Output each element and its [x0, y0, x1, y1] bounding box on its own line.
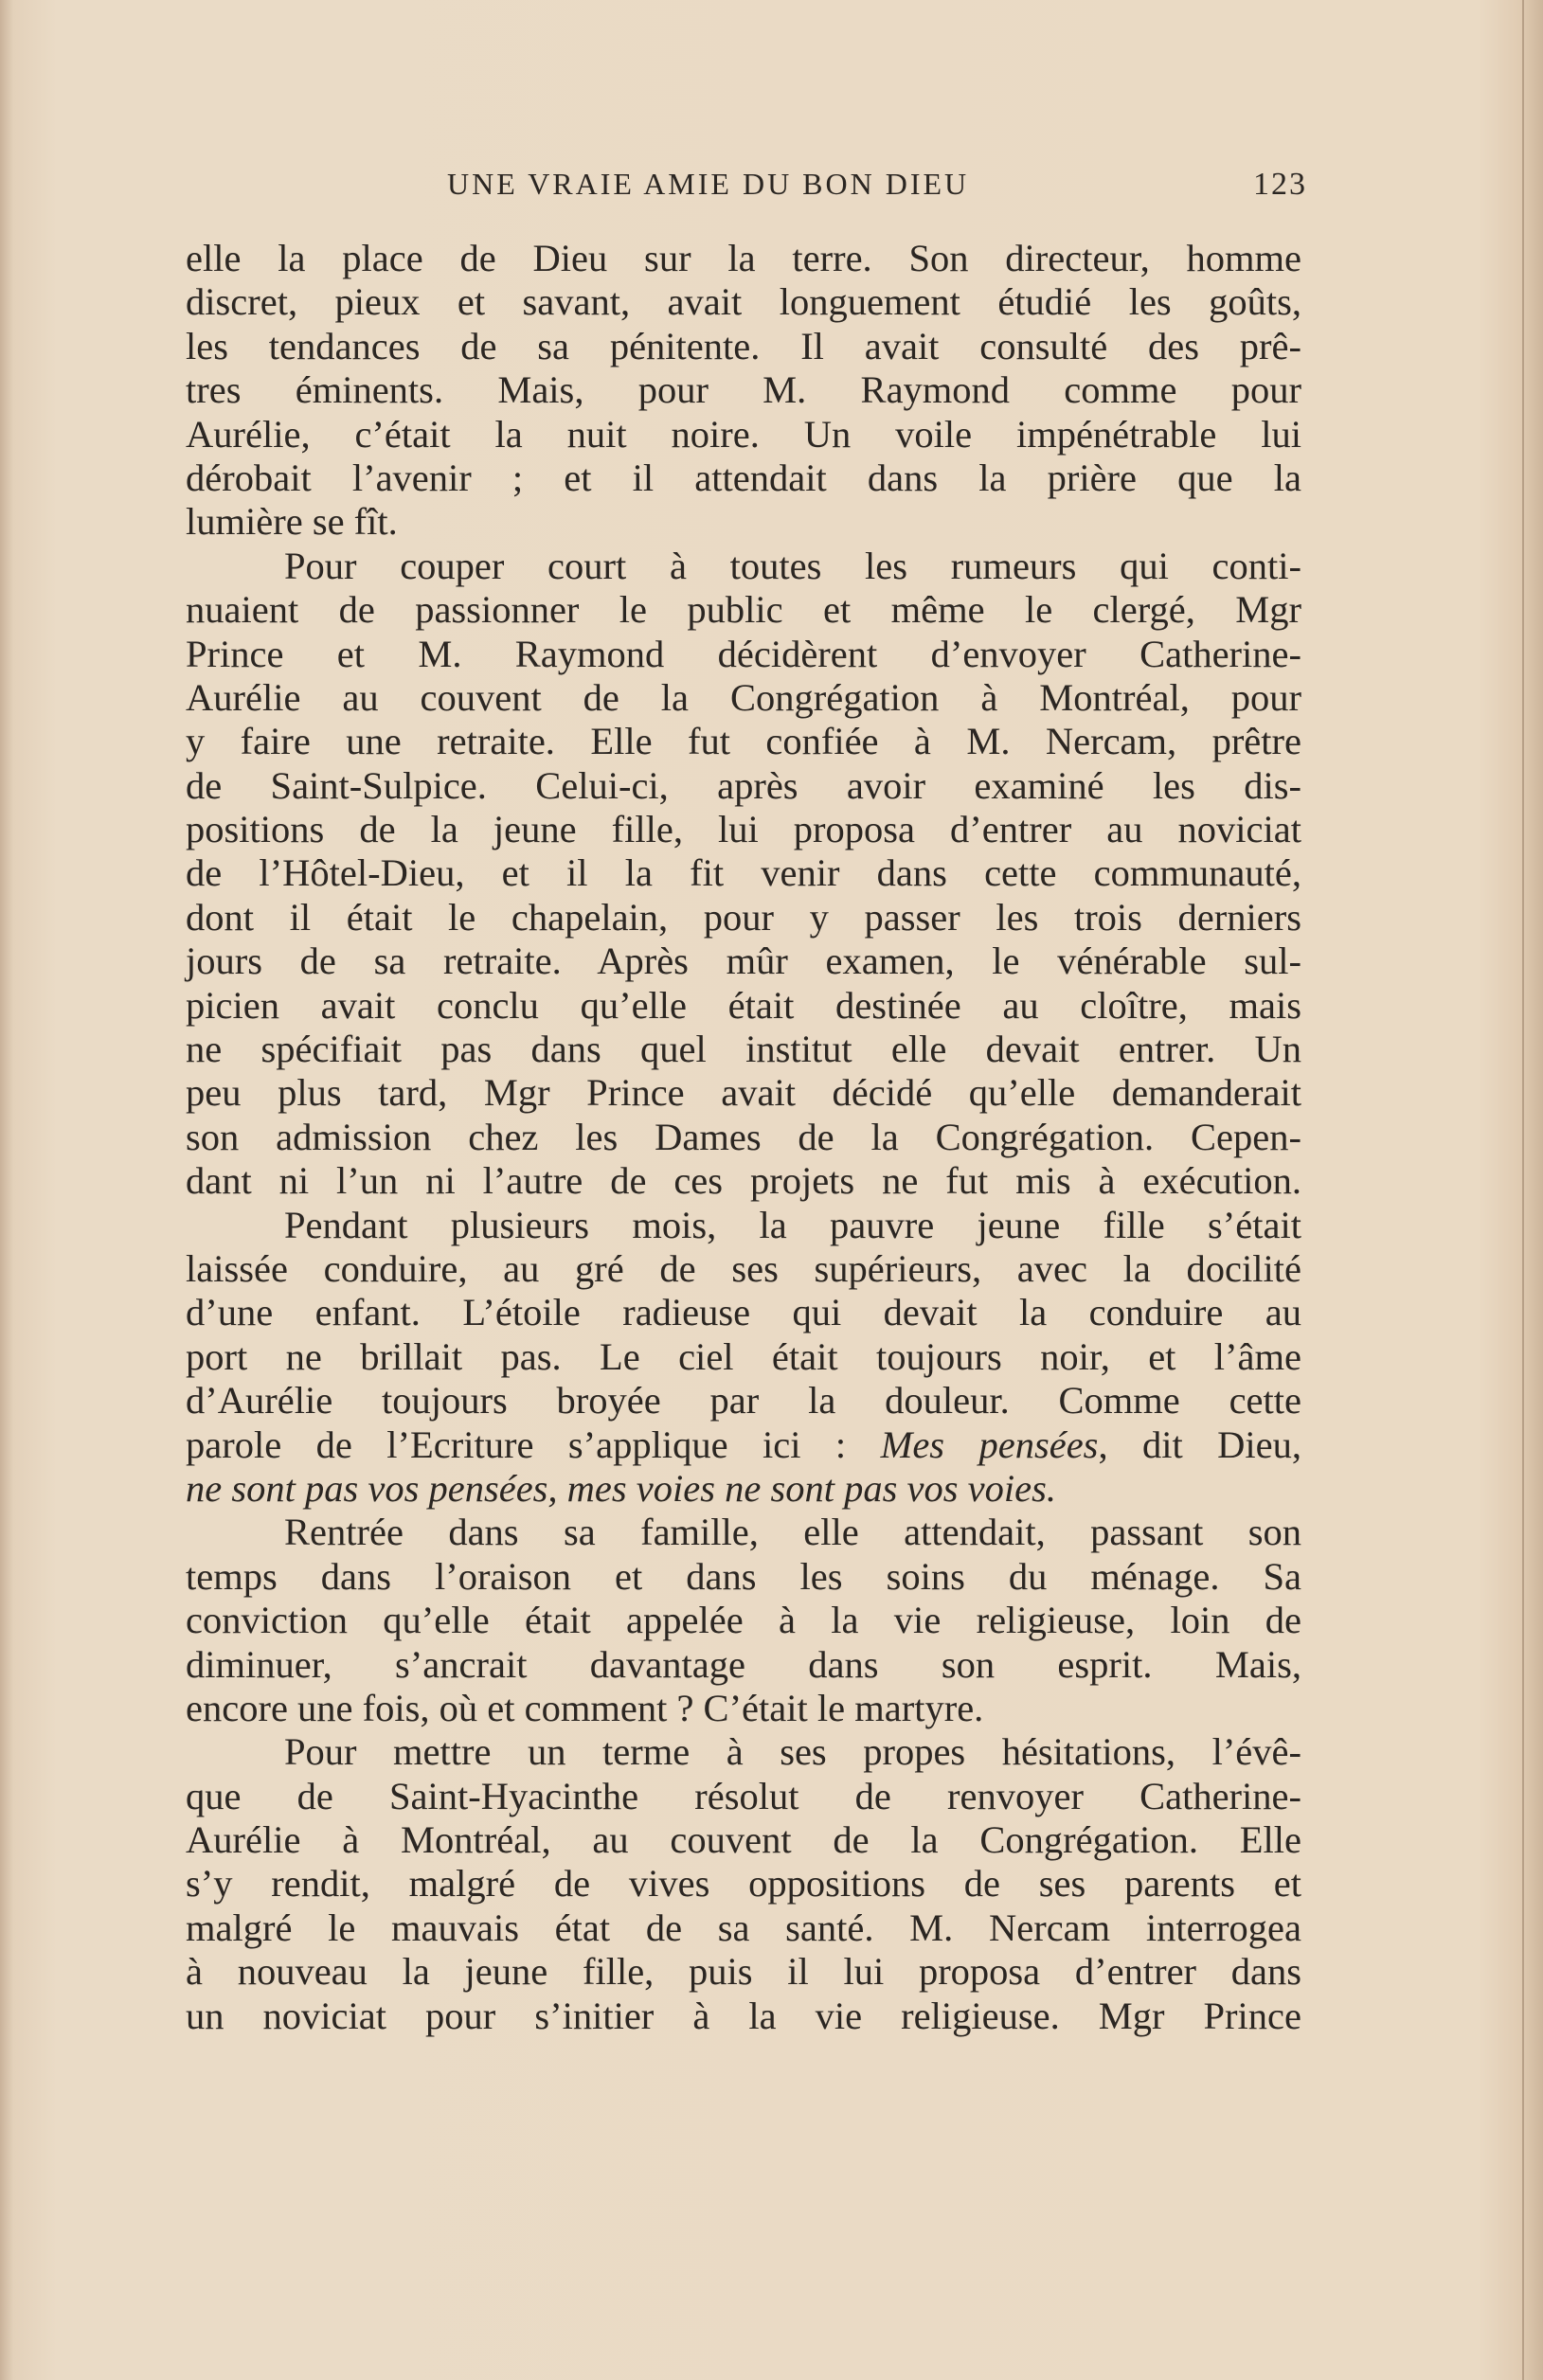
text-line: de l’Hôtel-Dieu, et il la fit venir dans cette communauté,	[186, 851, 1301, 895]
text-line: Pour couper court à toutes les rumeurs qui conti-	[284, 544, 1301, 587]
text-line: dant ni l’un ni l’autre de ces projets ne fut mis à exécution.	[186, 1159, 1301, 1203]
text-line: son admission chez les Dames de la Congrégation. Cepen-	[186, 1115, 1301, 1158]
text-line: Prince et M. Raymond décidèrent d’envoyer Catherine-	[186, 632, 1301, 675]
text-line: ne spécifiait pas dans quel institut elle devait entrer. Un	[186, 1028, 1301, 1071]
text-line: d’une enfant. L’étoile radieuse qui devait la conduire au	[186, 1291, 1301, 1334]
text-line: peu plus tard, Mgr Prince avait décidé qu’elle demanderait	[186, 1071, 1301, 1115]
page-number: 123	[1253, 167, 1307, 202]
page-edge	[1522, 0, 1524, 2380]
text-line: dérobait l’avenir ; et il attendait dans la prière que la	[186, 456, 1301, 499]
text-line: encore une fois, où et comment ? C’était le martyre.	[186, 1686, 984, 1729]
running-head	[189, 167, 1307, 205]
text-line: y faire une retraite. Elle fut confiée à M. Nercam, prêtre	[186, 720, 1301, 763]
text-line: de Saint-Sulpice. Celui-ci, après avoir examiné les dis-	[186, 763, 1301, 807]
body-text	[186, 237, 1301, 2038]
text-line: laissée conduire, au gré de ses supérieurs, avec la docilité	[186, 1246, 1301, 1290]
text-line: que de Saint-Hyacinthe résolut de renvoyer Catherine-	[186, 1774, 1301, 1817]
text-line: lumière se fît.	[186, 500, 398, 544]
text-line: jours de sa retraite. Après mûr examen, le vénérable sul-	[186, 939, 1301, 983]
running-head-title: UNE VRAIE AMIE DU BON DIEU	[447, 167, 970, 201]
text-line: Aurélie à Montréal, au couvent de la Congrégation. Elle	[186, 1818, 1301, 1862]
text-line: un noviciat pour s’initier à la vie religieuse. Mgr Prince	[186, 1994, 1301, 2037]
text-line: nuaient de passionner le public et même le clergé, Mgr	[186, 588, 1301, 632]
text-line: discret, pieux et savant, avait longuement étudié les goûts,	[186, 280, 1301, 324]
italic-quote: Mes pensées	[880, 1423, 1099, 1466]
text-segment: , dit Dieu,	[1098, 1423, 1302, 1466]
text-line: tres éminents. Mais, pour M. Raymond comme pour	[186, 368, 1301, 412]
italic-quote-line: ne sont pas vos pensées, mes voies ne sont pas vos voies.	[186, 1466, 1056, 1510]
text-line: malgré le mauvais état de sa santé. M. Nercam interrogea	[186, 1906, 1301, 1949]
text-line-mixed	[186, 1423, 1301, 1467]
text-line: d’Aurélie toujours broyée par la douleur. Comme cette	[186, 1379, 1301, 1423]
text-line: positions de la jeune fille, lui proposa d’entrer au noviciat	[186, 808, 1301, 851]
text-line: elle la place de Dieu sur la terre. Son directeur, homme	[186, 237, 1301, 279]
text-line: conviction qu’elle était appelée à la vie religieuse, loin de	[186, 1599, 1301, 1642]
text-line: Aurélie, c’était la nuit noire. Un voile impénétrable lui	[186, 412, 1301, 456]
text-line: s’y rendit, malgré de vives oppositions de ses parents et	[186, 1862, 1301, 1906]
text-line: Pour mettre un terme à ses propes hésitations, l’évê-	[284, 1730, 1301, 1774]
text-line: Aurélie au couvent de la Congrégation à Montréal, pour	[186, 675, 1301, 719]
text-line: port ne brillait pas. Le ciel était toujours noir, et l’âme	[186, 1334, 1301, 1378]
text-line: diminuer, s’ancrait davantage dans son esprit. Mais,	[186, 1642, 1301, 1686]
text-segment: parole de l’Ecriture s’applique ici :	[186, 1423, 847, 1466]
text-line: picien avait conclu qu’elle était destinée au cloître, mais	[186, 983, 1301, 1027]
text-line: à nouveau la jeune fille, puis il lui proposa d’entrer dans	[186, 1950, 1301, 1994]
text-line: Rentrée dans sa famille, elle attendait, passant son	[284, 1511, 1301, 1554]
text-line: dont il était le chapelain, pour y passer les trois derniers	[186, 895, 1301, 939]
text-line: temps dans l’oraison et dans les soins du ménage. Sa	[186, 1554, 1301, 1598]
text-line: Pendant plusieurs mois, la pauvre jeune fille s’était	[284, 1203, 1301, 1246]
text-line: les tendances de sa pénitente. Il avait consulté des prê-	[186, 324, 1301, 367]
